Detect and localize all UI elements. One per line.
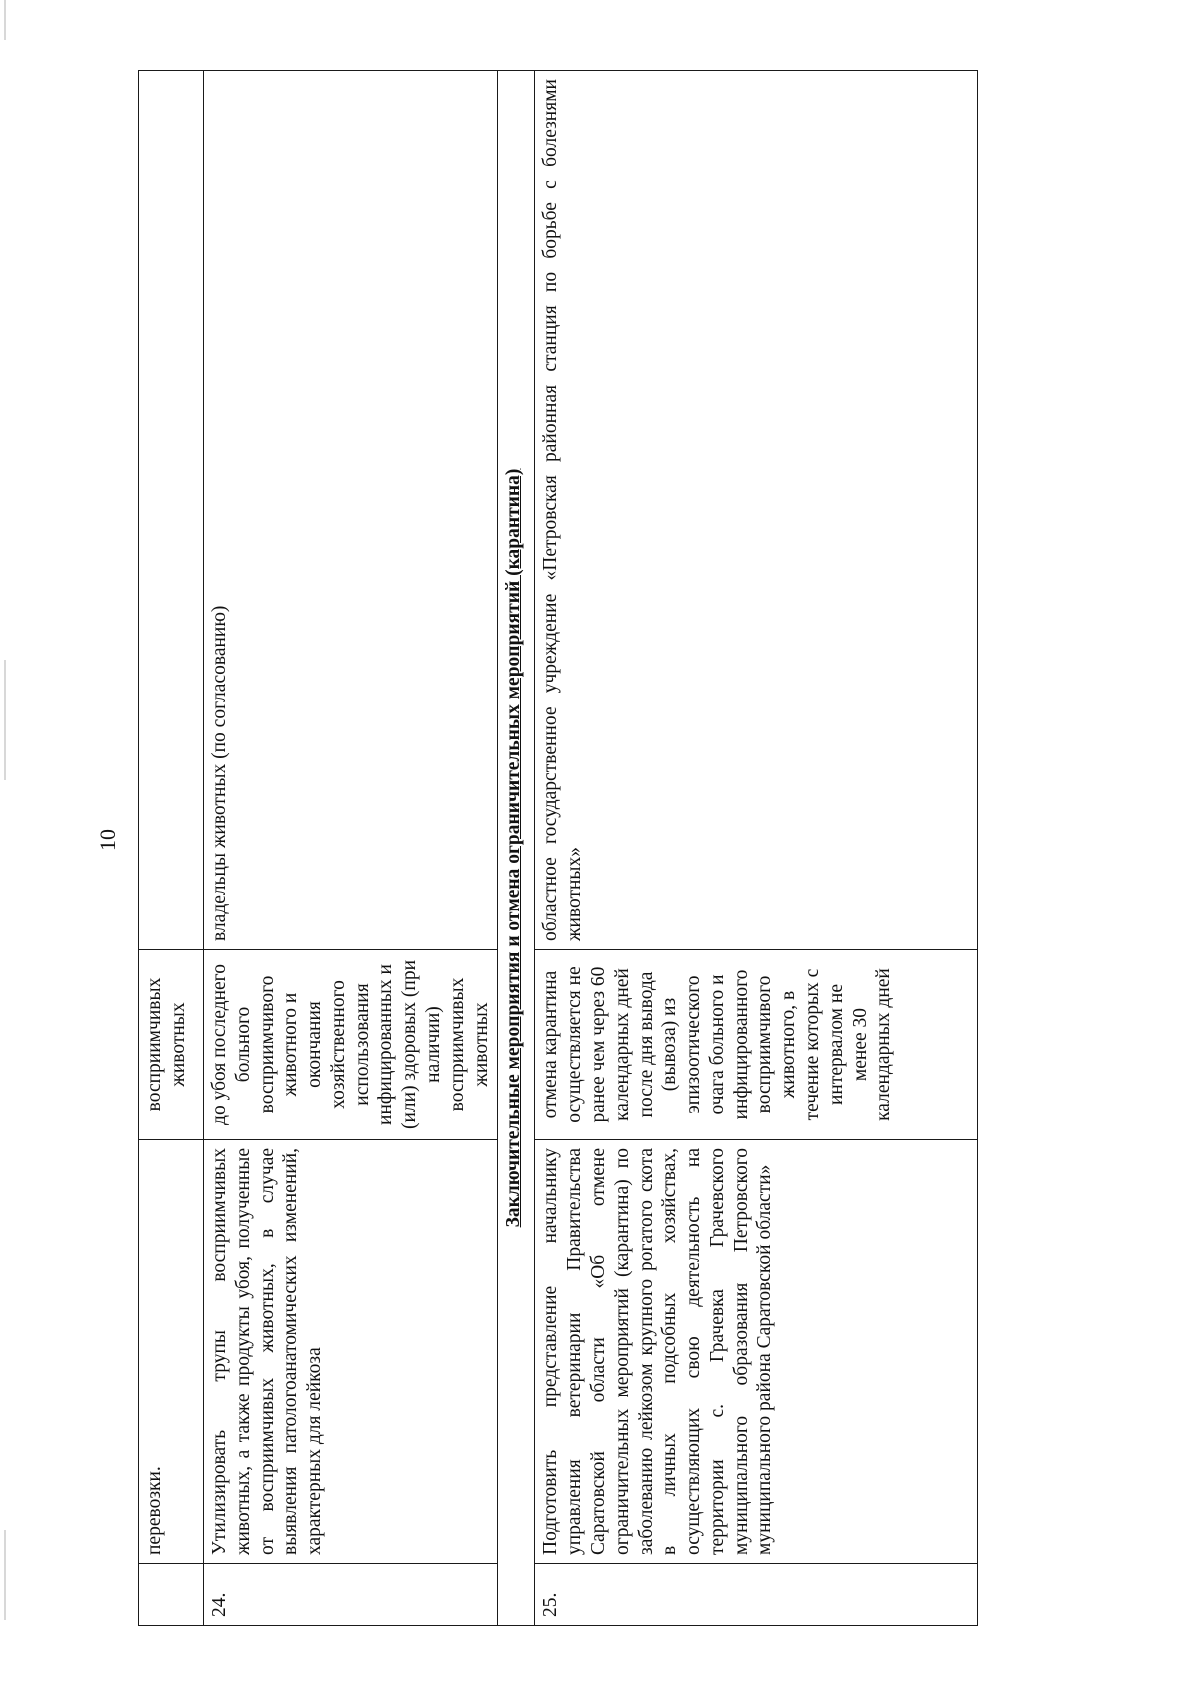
measure-cell: Подготовить представление начальнику управления ветеринарии Правительства Саратовской области «Об отмене ограничительных мероприятий (карантина) по заболеванию лейкозом крупного рогатого скота в личных подсобных хозяйствах, осуществляющих свою деятельность на территории с. Грачевка Грачевского муниципального образования Петровского муниципального района Саратовской области»: [535, 1140, 978, 1564]
term-cell: до убоя последнего больного восприимчивого животного и окончания хозяйственного использования инфицированных и (или) здоровых (при наличии) восприимчивых животных: [204, 950, 498, 1140]
row-number-cell: 25.: [535, 1564, 978, 1626]
responsible-cell: [139, 71, 204, 950]
term-cell: отмена карантина осуществляется не ранее чем через 60 календарных дней после дня вывода (вывоза) из эпизоотического очага больного и инфицированного восприимчивого животного, в течение которых с интервалом не менее 30 календарных дней: [535, 950, 978, 1140]
section-heading-text: Заключительные мероприятия и отмена ограничительных мероприятий (карантина): [503, 468, 525, 1228]
scan-artifact: [4, 0, 6, 40]
section-heading: [498, 71, 535, 1626]
section-heading-row: [498, 71, 535, 1626]
responsible-cell: владельцы животных (по согласованию): [204, 71, 498, 950]
row-number-cell: 24.: [204, 1564, 498, 1626]
scan-artifact: [4, 660, 6, 780]
measures-table: [138, 70, 978, 1626]
page-number: 10: [95, 829, 120, 851]
table-row: [139, 71, 204, 1626]
measure-cell: Утилизировать трупы восприимчивых животных, а также продукты убоя, полученные от восприимчивых животных, в случае выявления патологоанатомических изменений, характерных для лейкоза: [204, 1140, 498, 1564]
responsible-cell: областное государственное учреждение «Петровская районная станция по борьбе с болезнями животных»: [535, 71, 978, 950]
measure-cell: перевозки.: [139, 1140, 204, 1564]
scan-artifact: [4, 1530, 6, 1620]
term-cell: восприимчивых животных: [139, 950, 204, 1140]
table-row: [535, 71, 978, 1626]
table-row: [204, 71, 498, 1626]
row-number-cell: [139, 1564, 204, 1626]
rotated-table-frame: [138, 71, 1138, 1626]
